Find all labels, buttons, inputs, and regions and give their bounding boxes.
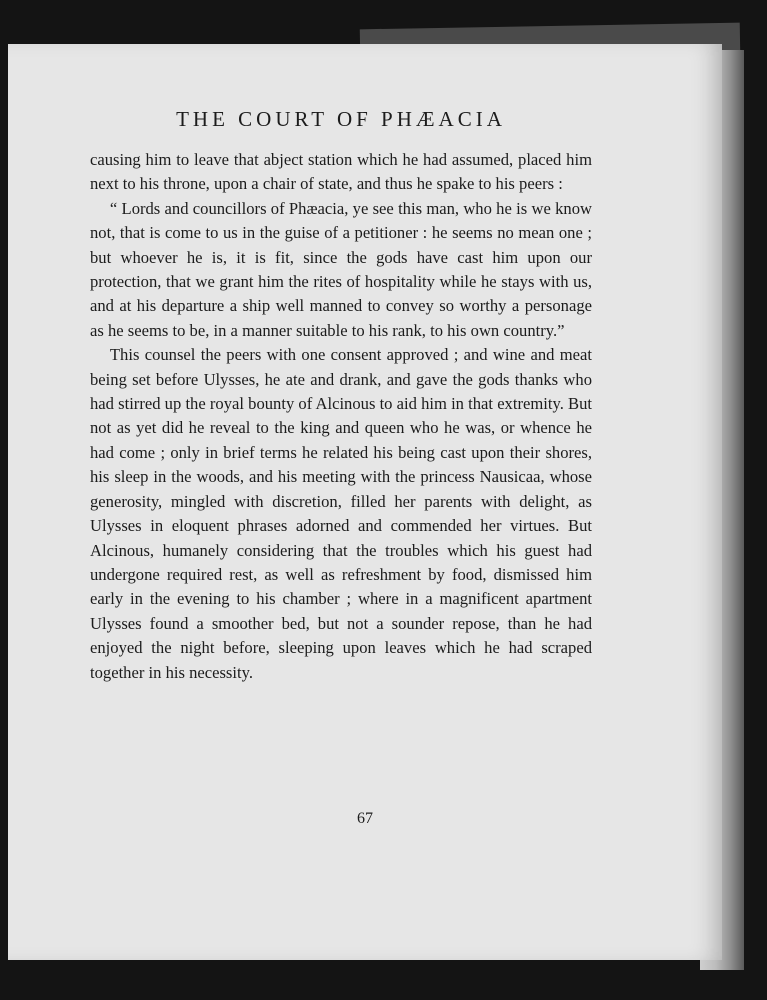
paragraph-speech: “ Lords and councillors of Phæacia, ye see this man, who he is we know not, that is come to us in the guise of a petitioner : he seems no mean one ; but whoever he is, it is fit, since the gods have cast him upon our protection, that we grant him the rites of hospitality while he stays with us, and at his departure a ship well manned to convey so worthy a personage as he seems to be, in a manner suitable to his rank, to his own country.” [90, 198, 592, 340]
book-page [8, 44, 722, 960]
page-number: 67 [357, 810, 373, 827]
page-text-block [90, 104, 592, 685]
paragraph-narrative: This counsel the peers with one consent approved ; and wine and meat being set before Ulysses, he ate and drank, and gave the gods thanks who had stirred up the royal bounty of Alcinous to aid him in that extremity. But not as yet did he reveal to the king and queen who he was, or whence he had come ; only in brief terms he related his being cast upon their shores, his sleep in the woods, and his meeting with the princess Nausicaa, whose generosity, mingled with discretion, filled her parents with delight, as Ulysses in eloquent phrases adorned and commended her virtues. But Alcinous, humanely considering that the troubles which his guest had undergone required rest, as well as refreshment by food, dismissed him early in the evening to his chamber ; where in a magnificent apartment Ulysses found a smoother bed, but not a sounder repose, than he had enjoyed the night before, sleeping upon leaves which he had scraped together in his necessity. [90, 345, 592, 682]
paragraph-continuation: causing him to leave that abject station which he had assumed, placed him next to his throne, upon a chair of state, and thus he spake to his peers : [90, 150, 592, 194]
running-head: THE COURT OF PHÆACIA [176, 107, 506, 131]
